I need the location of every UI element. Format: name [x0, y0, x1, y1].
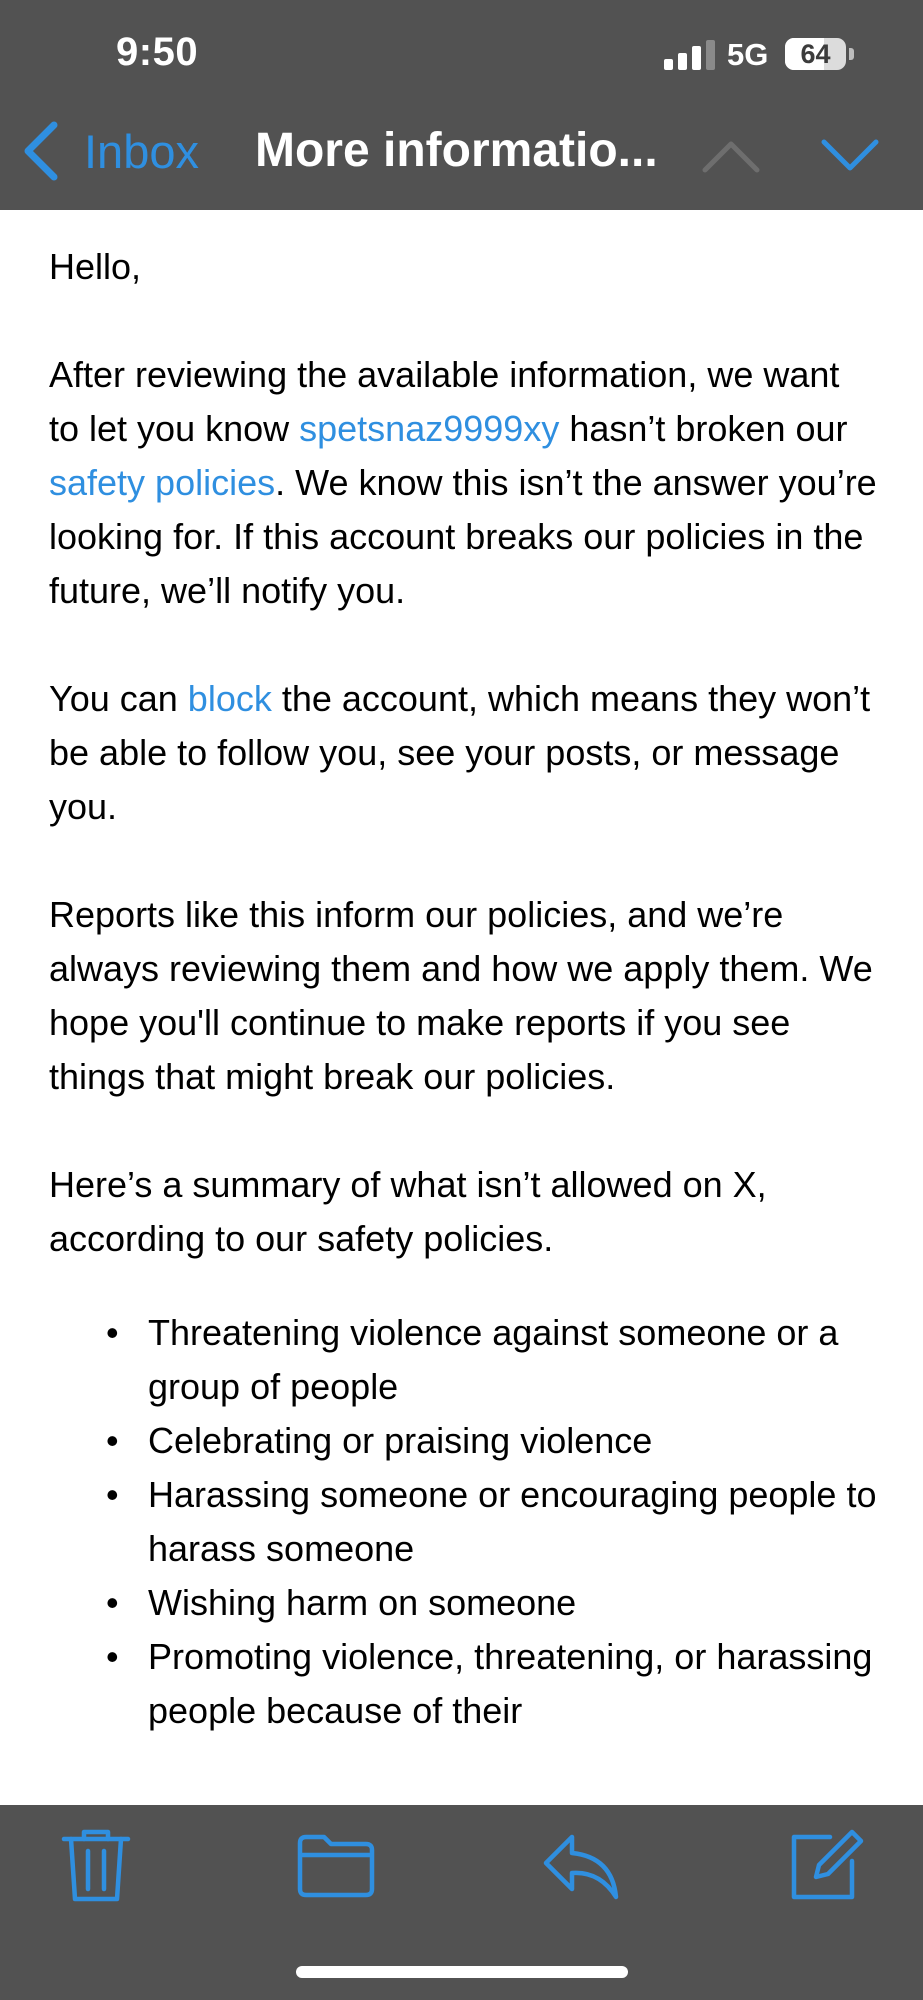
chevron-left-icon[interactable]: [22, 121, 60, 181]
message-subject-title: More informatio...: [255, 124, 658, 177]
paragraph-text: . We know this isn’t the answer you’re looking for. If this account breaks our policies in the future, we’ll notify you.: [49, 462, 877, 611]
status-time: 9:50: [116, 30, 199, 74]
paragraph-text: hasn’t broken our: [559, 408, 848, 449]
list-item: • Threatening violence against someone or a group of people: [148, 1306, 879, 1414]
paragraph-summary-intro: Here’s a summary of what isn’t allowed on X, according to our safety policies.: [49, 1164, 767, 1259]
list-item: • Promoting violence, threatening, or harassing people because of their: [148, 1630, 879, 1738]
paragraph-reports: Reports like this inform our policies, and we’re always reviewing them and how we apply them. We hope you'll continue to make reports if you see things that might break our policies.: [49, 894, 873, 1097]
battery-icon: [785, 38, 846, 70]
compose-icon[interactable]: [786, 1825, 866, 1905]
network-type: 5G: [727, 37, 769, 72]
battery-tip: [849, 48, 854, 60]
paragraph-text: the account, which means they won’t be able to follow you, see your posts, or message you.: [49, 678, 871, 827]
paragraph-text: You can: [49, 678, 188, 719]
trash-icon[interactable]: [56, 1825, 136, 1905]
block-link[interactable]: block: [187, 678, 272, 719]
safety-policies-link[interactable]: safety policies: [49, 462, 276, 503]
account-link[interactable]: spetsnaz9999xy: [299, 408, 560, 449]
message-body: [49, 240, 879, 1738]
reply-icon[interactable]: [542, 1825, 622, 1905]
chevron-up-icon[interactable]: [701, 138, 761, 174]
folder-icon[interactable]: [296, 1825, 376, 1905]
signal-strength-icon: [664, 40, 716, 70]
back-to-inbox-button[interactable]: Inbox: [84, 125, 199, 178]
policy-list: [148, 1306, 879, 1738]
greeting: Hello,: [49, 246, 142, 287]
battery-percentage: 64: [800, 39, 831, 69]
home-indicator: [296, 1966, 628, 1978]
list-item: • Harassing someone or encouraging people to harass someone: [148, 1468, 879, 1576]
list-item: • Wishing harm on someone: [148, 1576, 879, 1630]
paragraph-review-result: [49, 348, 879, 618]
paragraph-text: After reviewing the available information, we want to let you know: [49, 354, 840, 449]
list-item: • Celebrating or praising violence: [148, 1414, 879, 1468]
paragraph-block-info: [49, 672, 879, 834]
chevron-down-icon[interactable]: [820, 138, 880, 174]
